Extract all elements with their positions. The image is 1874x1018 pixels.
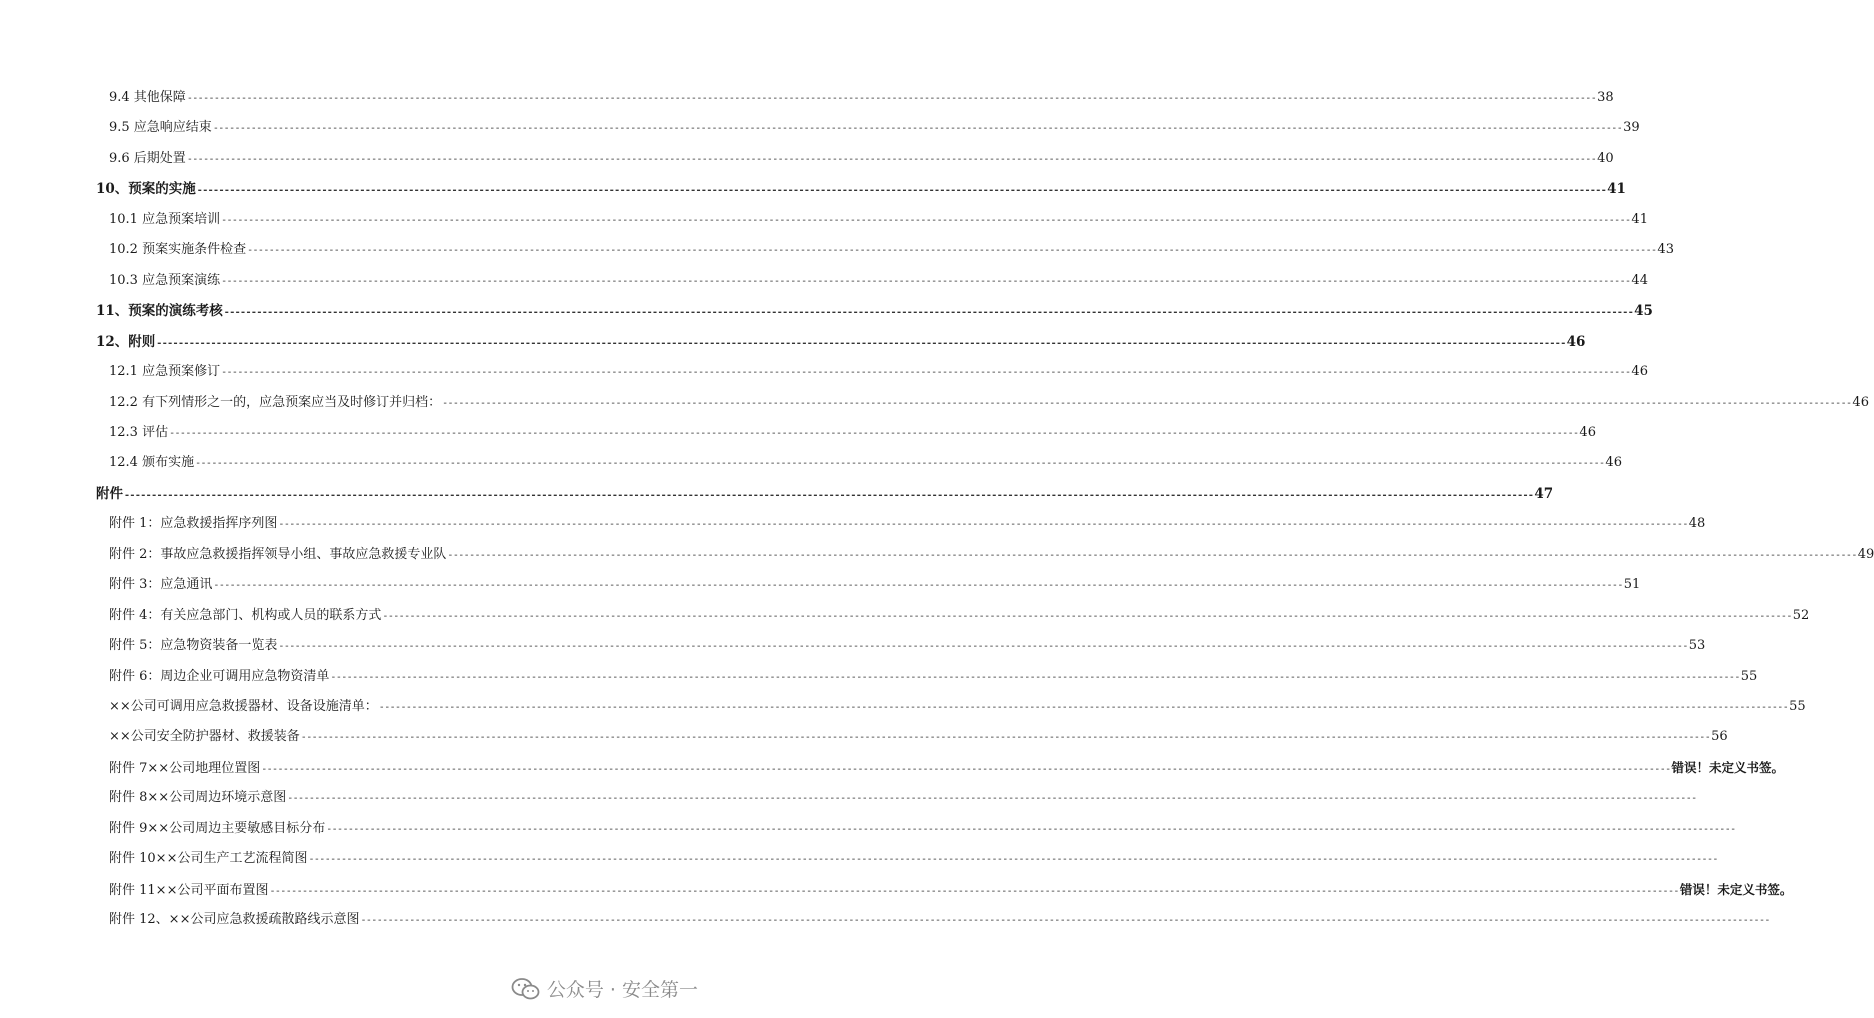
toc-entry[interactable] [109, 787, 1697, 809]
toc-leader-dashes: -------------------------------------------------------------------------------------------------------------------------------------------------------------------------------------------------------------------------------------------------------------------- [124, 490, 1534, 501]
toc-entry-page: 49 [1857, 547, 1874, 562]
toc-entry-title: 9.6 后期处置 [109, 151, 186, 166]
toc-leader-dashes: -------------------------------------------------------------------------------------------------------------------------------------------------------------------------------------------------------------------------------------------------------------------- [223, 307, 1634, 318]
toc-entry-title: ××公司可调用应急救援器材、设备设施清单： [109, 699, 378, 714]
toc-entry[interactable] [109, 635, 1706, 657]
toc-entry-title: 12、附则 [96, 334, 156, 350]
toc-entry[interactable] [109, 452, 1622, 474]
toc-entry-title: 附件 8××公司周边环境示意图 [109, 790, 287, 805]
toc-leader-dashes: -------------------------------------------------------------------------------------------------------------------------------------------------------------------------------------------------------------------------------------------------------------------- [261, 764, 1671, 775]
toc-entry-title: 附件 2：事故应急救援指挥领导小组、事故应急救援专业队 [109, 547, 447, 562]
toc-entry[interactable] [109, 879, 1793, 901]
toc-entry-page: 38 [1597, 90, 1614, 105]
toc-entry[interactable] [109, 270, 1648, 292]
toc-entry[interactable] [109, 666, 1758, 688]
toc-leader-dashes: -------------------------------------------------------------------------------------------------------------------------------------------------------------------------------------------------------------------------------------------------------------------- [442, 398, 1852, 409]
toc-entry-title: 9.5 应急响应结束 [109, 120, 212, 135]
toc-entry-page: 46 [1605, 455, 1622, 470]
toc-leader-dashes: -------------------------------------------------------------------------------------------------------------------------------------------------------------------------------------------------------------------------------------------------------------------- [278, 641, 1688, 652]
toc-entry-page: 44 [1631, 273, 1648, 288]
toc-entry[interactable] [109, 848, 1718, 870]
toc-entry[interactable] [109, 757, 1785, 779]
toc-entry[interactable] [109, 909, 1770, 931]
toc-entry-title: 12.3 评估 [109, 425, 169, 440]
toc-entry-title: 12.2 有下列情形之一的，应急预案应当及时修订并归档： [109, 395, 442, 410]
toc-leader-dashes: -------------------------------------------------------------------------------------------------------------------------------------------------------------------------------------------------------------------------------------------------------------------- [326, 824, 1736, 835]
toc-leader-dashes: -------------------------------------------------------------------------------------------------------------------------------------------------------------------------------------------------------------------------------------------------------------------- [360, 915, 1770, 926]
toc-entry[interactable] [109, 544, 1874, 566]
toc-entry[interactable] [109, 239, 1674, 261]
toc-entry-title: 10.3 应急预案演练 [109, 273, 221, 288]
toc-entry-page: 52 [1792, 608, 1810, 623]
toc-entry[interactable] [109, 361, 1648, 383]
toc-entry-title: 附件 11××公司平面布置图 [109, 883, 269, 898]
toc-leader-dashes: -------------------------------------------------------------------------------------------------------------------------------------------------------------------------------------------------------------------------------------------------------------------- [221, 367, 1631, 378]
toc-entry-page: 46 [1579, 425, 1596, 440]
toc-entry-page: 39 [1623, 120, 1640, 135]
toc-entry-title: 附件 [96, 486, 123, 502]
toc-entry-page: 41 [1607, 181, 1626, 197]
toc-entry-title: 附件 6：周边企业可调用应急物资清单 [109, 669, 330, 684]
watermark [511, 975, 698, 1002]
toc-entry-page: 55 [1740, 669, 1758, 684]
toc-entry-title: 9.4 其他保障 [109, 90, 186, 105]
toc-leader-dashes: -------------------------------------------------------------------------------------------------------------------------------------------------------------------------------------------------------------------------------------------------------------------- [247, 245, 1657, 256]
toc-entry-page: 48 [1688, 516, 1706, 531]
toc-entry-title: 10、预案的实施 [96, 181, 196, 197]
toc-entry[interactable] [109, 818, 1736, 840]
toc-entry-page: 43 [1657, 242, 1674, 257]
toc-entry-page: 56 [1711, 729, 1728, 744]
toc-entry-title: 附件 5：应急物资装备一览表 [109, 638, 278, 653]
toc-leader-dashes: -------------------------------------------------------------------------------------------------------------------------------------------------------------------------------------------------------------------------------------------------------------------- [330, 672, 1740, 683]
toc-entry-title: 12.1 应急预案修订 [109, 364, 221, 379]
toc-entry-page: 55 [1789, 699, 1806, 714]
toc-leader-dashes: -------------------------------------------------------------------------------------------------------------------------------------------------------------------------------------------------------------------------------------------------------------------- [287, 793, 1697, 804]
toc-entry[interactable] [109, 392, 1869, 414]
toc-entry[interactable] [109, 696, 1806, 718]
toc-entry-page: 40 [1597, 151, 1614, 166]
toc-entry[interactable] [109, 209, 1648, 231]
toc-entry-title: 附件 3：应急通讯 [109, 577, 213, 592]
toc-entry[interactable] [109, 513, 1706, 535]
toc-leader-dashes: -------------------------------------------------------------------------------------------------------------------------------------------------------------------------------------------------------------------------------------------------------------------- [196, 185, 1607, 196]
toc-entry[interactable] [109, 148, 1614, 170]
toc-leader-dashes: -------------------------------------------------------------------------------------------------------------------------------------------------------------------------------------------------------------------------------------------------------------------- [378, 702, 1789, 713]
toc-entry[interactable] [109, 605, 1810, 627]
toc-leader-dashes: -------------------------------------------------------------------------------------------------------------------------------------------------------------------------------------------------------------------------------------------------------------------- [308, 854, 1718, 865]
toc-entry[interactable] [109, 422, 1596, 444]
toc-leader-dashes: -------------------------------------------------------------------------------------------------------------------------------------------------------------------------------------------------------------------------------------------------------------------- [169, 428, 1579, 439]
toc-entry-page: 46 [1852, 395, 1869, 410]
toc-entry[interactable] [96, 331, 1586, 353]
toc-leader-dashes: -------------------------------------------------------------------------------------------------------------------------------------------------------------------------------------------------------------------------------------------------------------------- [221, 276, 1631, 287]
toc-entry-page: 45 [1634, 303, 1653, 319]
toc-entry-title: 附件 9××公司周边主要敏感目标分布 [109, 821, 326, 836]
toc-entry-page: 53 [1688, 638, 1706, 653]
toc-entry-page: 47 [1534, 486, 1554, 502]
toc-entry[interactable] [109, 117, 1640, 139]
toc-entry-title: 11、预案的演练考核 [96, 303, 223, 319]
toc-entry-error: 错误！未定义书签。 [1679, 882, 1793, 897]
toc-leader-dashes: -------------------------------------------------------------------------------------------------------------------------------------------------------------------------------------------------------------------------------------------------------------------- [195, 458, 1605, 469]
toc-entry-page: 51 [1623, 577, 1641, 592]
wechat-icon [511, 977, 541, 1001]
toc-entry-title: 10.2 预案实施条件检查 [109, 242, 247, 257]
watermark-text: 公众号 · 安全第一 [546, 979, 698, 1001]
toc-leader-dashes: -------------------------------------------------------------------------------------------------------------------------------------------------------------------------------------------------------------------------------------------------------------------- [278, 519, 1688, 530]
toc-leader-dashes: -------------------------------------------------------------------------------------------------------------------------------------------------------------------------------------------------------------------------------------------------------------------- [212, 123, 1623, 134]
toc-entry-title: 10.1 应急预案培训 [109, 212, 221, 227]
toc-entry-page: 46 [1631, 364, 1648, 379]
toc-leader-dashes: -------------------------------------------------------------------------------------------------------------------------------------------------------------------------------------------------------------------------------------------------------------------- [382, 611, 1792, 622]
toc-entry-title: 附件 1：应急救援指挥序列图 [109, 516, 278, 531]
toc-leader-dashes: -------------------------------------------------------------------------------------------------------------------------------------------------------------------------------------------------------------------------------------------------------------------- [186, 154, 1597, 165]
toc-entry-title: 附件 4：有关应急部门、机构或人员的联系方式 [109, 608, 382, 623]
toc-entry[interactable] [109, 726, 1728, 748]
toc-leader-dashes: -------------------------------------------------------------------------------------------------------------------------------------------------------------------------------------------------------------------------------------------------------------------- [213, 580, 1623, 591]
toc-entry[interactable] [109, 574, 1641, 596]
toc-entry-error: 错误！未定义书签。 [1671, 760, 1785, 775]
toc-leader-dashes: -------------------------------------------------------------------------------------------------------------------------------------------------------------------------------------------------------------------------------------------------------------------- [221, 215, 1631, 226]
toc-entry[interactable] [109, 87, 1614, 109]
toc-entry-page: 41 [1631, 212, 1648, 227]
toc-leader-dashes: -------------------------------------------------------------------------------------------------------------------------------------------------------------------------------------------------------------------------------------------------------------------- [447, 550, 1857, 561]
toc-leader-dashes: -------------------------------------------------------------------------------------------------------------------------------------------------------------------------------------------------------------------------------------------------------------------- [156, 338, 1566, 349]
toc-entry-page: 46 [1566, 334, 1586, 350]
toc-entry-title: ××公司安全防护器材、救援装备 [109, 729, 300, 744]
toc-entry-title: 附件 12、××公司应急救援疏散路线示意图 [109, 912, 360, 927]
toc-leader-dashes: -------------------------------------------------------------------------------------------------------------------------------------------------------------------------------------------------------------------------------------------------------------------- [186, 93, 1597, 104]
toc-entry-title: 附件 10××公司生产工艺流程简图 [109, 851, 308, 866]
toc-entry-title: 附件 7××公司地理位置图 [109, 761, 261, 776]
toc-entry[interactable] [96, 483, 1554, 505]
toc-leader-dashes: -------------------------------------------------------------------------------------------------------------------------------------------------------------------------------------------------------------------------------------------------------------------- [269, 886, 1679, 897]
toc-leader-dashes: -------------------------------------------------------------------------------------------------------------------------------------------------------------------------------------------------------------------------------------------------------------------- [300, 732, 1711, 743]
toc-entry[interactable] [96, 300, 1653, 322]
toc-entry-title: 12.4 颁布实施 [109, 455, 195, 470]
toc-entry[interactable] [96, 178, 1626, 200]
